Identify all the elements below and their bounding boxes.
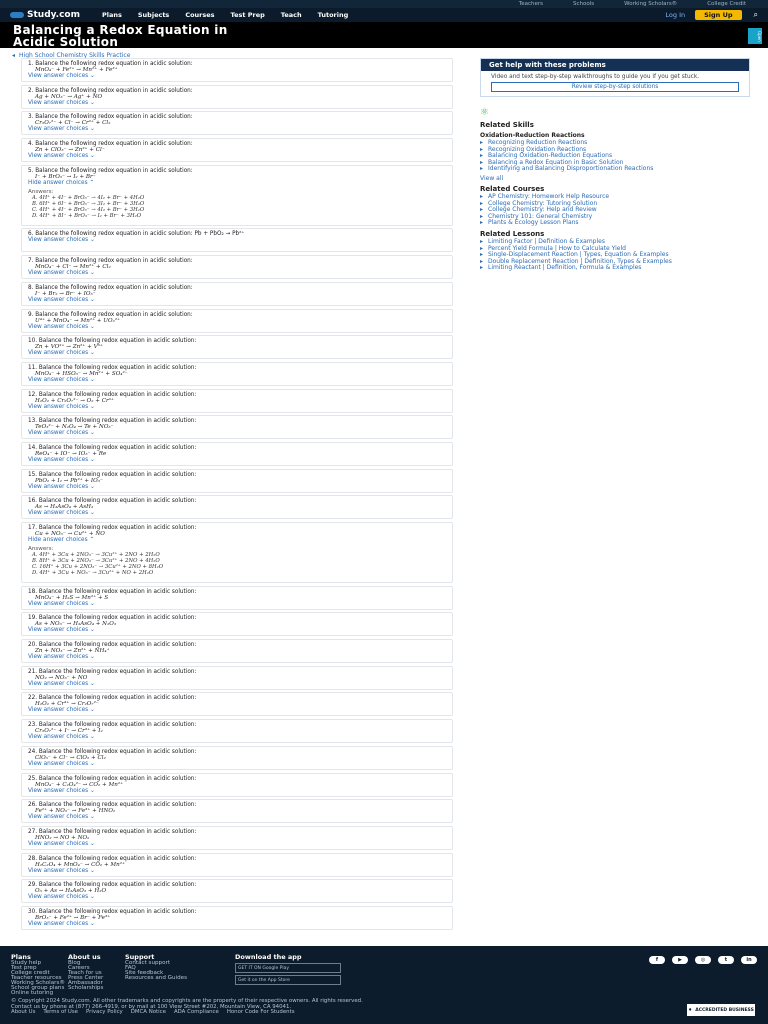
question-text: 4. Balance the following redox equation in acidic solution: <box>28 141 193 148</box>
question-text: 28. Balance the following redox equation in acidic solution: <box>28 855 197 862</box>
topbar-link-teachers[interactable]: Teachers <box>518 1 543 7</box>
question-text: 29. Balance the following redox equation in acidic solution: <box>28 882 197 889</box>
view-answers-link[interactable]: View answer choices ⌄ <box>28 153 95 160</box>
footer-col-title: Plans <box>11 953 31 961</box>
related-course-link[interactable]: ▸ College Chemistry: Help and Review <box>480 207 750 214</box>
question-text: 5. Balance the following redox equation in acidic solution: <box>28 167 193 174</box>
question-equation: PbO₂ + I₂ → Pb²⁺ + IO₃⁻ <box>35 477 103 484</box>
view-answers-link[interactable]: View answer choices ⌄ <box>28 510 95 517</box>
top-utility-bar <box>0 0 768 8</box>
question-equation: Zn + NO₃⁻ → Zn²⁺ + NH₄⁺ <box>35 648 110 655</box>
question-text: 15. Balance the following redox equation in acidic solution: <box>28 471 197 478</box>
question-text: 9. Balance the following redox equation in acidic solution: <box>28 311 193 318</box>
question-item <box>21 746 453 770</box>
question-equation: I⁻ + BrO₃⁻ → I₂ + Br⁻ <box>35 173 96 180</box>
question-item <box>21 415 453 439</box>
footer-col-app <box>235 954 355 996</box>
back-arrow-icon: ◂ <box>12 51 16 59</box>
question-equation: Cr₂O₇²⁻ + I⁻ → Cr³⁺ + I₂ <box>35 728 103 735</box>
bbb-icon: ♦ <box>688 1007 693 1013</box>
answer-choice[interactable]: B. 8H⁺ + 3Cu + 2NO₃⁻ → 3Cu²⁺ + 2NO + 4H₂O <box>32 558 160 564</box>
question-item <box>21 719 453 743</box>
footer-link[interactable]: Ambassador <box>68 980 103 986</box>
question-text: 8. Balance the following redox equation in acidic solution: <box>28 284 193 291</box>
footer-link[interactable]: Contact support <box>125 960 171 966</box>
question-item <box>21 165 453 226</box>
question-item <box>21 773 453 797</box>
footer-link[interactable]: Study help <box>11 960 42 966</box>
question-text: 19. Balance the following redox equation in acidic solution: <box>28 615 197 622</box>
related-lessons-title: Related Lessons <box>480 229 545 238</box>
related-skills-list <box>480 140 750 173</box>
question-equation: H₂O₂ + Cr³⁺ → Cr₂O₇²⁻ <box>35 701 99 708</box>
footer-col-plans <box>11 954 68 996</box>
page-hero <box>0 22 768 48</box>
question-text: 12. Balance the following redox equation in acidic solution: <box>28 391 197 398</box>
footer-bottom-link[interactable]: About Us <box>11 1009 36 1015</box>
question-equation: HNO₂ → NO + NO₂ <box>35 834 90 841</box>
question-equation: ReO₄⁻ + IO⁻ → IO₃⁻ + Re <box>35 450 107 457</box>
related-lesson-link[interactable]: ▸ Limiting Factor | Definition & Examples <box>480 239 750 246</box>
view-answers-link[interactable]: View answer choices ⌄ <box>28 323 95 330</box>
question-item <box>21 799 453 823</box>
facebook-icon[interactable]: f <box>649 956 665 964</box>
question-text: 18. Balance the following redox equation in acidic solution: <box>28 588 197 595</box>
question-text: 24. Balance the following redox equation in acidic solution: <box>28 748 197 755</box>
app-store-button[interactable]: Get it on the App Store <box>235 975 341 985</box>
sidebar <box>480 58 750 272</box>
help-text: Video and text step-by-step walkthroughs to guide you if you get stuck. <box>491 74 700 80</box>
question-equation: MnO₄⁻ + C₂O₄²⁻ → CO₂ + Mn²⁺ <box>35 781 124 788</box>
view-answers-link[interactable]: View answer choices ⌄ <box>28 840 95 847</box>
question-text: 14. Balance the following redox equation in acidic solution: <box>28 444 197 451</box>
topbar-link-college-credit[interactable]: College Credit <box>707 1 746 7</box>
nav-links <box>102 11 665 19</box>
question-text: 6. Balance the following redox equation in acidic solution: Pb + PbO₂ → Pb²⁺ <box>28 231 245 238</box>
view-answers-link[interactable]: View answer choices ⌄ <box>28 680 95 687</box>
question-item <box>21 522 453 583</box>
footer-link[interactable]: FAQ <box>125 965 136 971</box>
footer-col-support <box>125 954 235 996</box>
breadcrumb-link[interactable]: High School Chemistry Skills Practice <box>19 51 131 59</box>
question-item <box>21 255 453 279</box>
view-answers-link[interactable]: View answer choices ⌄ <box>28 456 95 463</box>
question-equation: H₂C₂O₄ + MnO₄⁻ → CO₂ + Mn²⁺ <box>35 861 125 868</box>
logo-icon <box>10 12 24 18</box>
question-item <box>21 309 453 333</box>
question-text: 27. Balance the following redox equation in acidic solution: <box>28 828 197 835</box>
question-item <box>21 85 453 109</box>
view-answers-link[interactable]: View answer choices ⌄ <box>28 73 95 79</box>
question-text: 2. Balance the following redox equation in acidic solution: <box>28 87 193 94</box>
footer-link[interactable]: Resources and Guides <box>125 975 187 981</box>
question-equation: MnO₄⁻ + Fe²⁺ → Mn²⁺ + Fe³⁺ <box>35 67 118 73</box>
question-text: 1. Balance the following redox equation in acidic solution: <box>28 61 193 67</box>
view-all-link[interactable]: View all <box>480 174 504 182</box>
question-equation: Cu + NO₃⁻ → Cu²⁺ + NO <box>35 531 105 537</box>
footer-link[interactable]: Teacher resources <box>11 975 62 981</box>
main-nav <box>0 8 768 22</box>
related-lesson-link[interactable]: ▸ Single-Displacement Reaction | Types, Equation & Examples <box>480 252 750 259</box>
view-answers-link[interactable]: View answer choices ⌄ <box>28 99 95 106</box>
related-skill-link[interactable]: ▸ Balancing Oxidation-Reduction Equations <box>480 153 750 160</box>
question-text: 3. Balance the following redox equation in acidic solution: <box>28 114 193 121</box>
question-item <box>21 495 453 519</box>
answers-label: Answers: <box>28 546 54 552</box>
question-text: 11. Balance the following redox equation in acidic solution: <box>28 364 197 371</box>
question-text: 30. Balance the following redox equation in acidic solution: <box>28 908 197 915</box>
footer-col-title: Support <box>125 953 155 961</box>
related-skill-link[interactable]: ▸ Balancing a Redox Equation in Basic Solution <box>480 160 750 167</box>
question-item <box>21 138 453 162</box>
question-text: 13. Balance the following redox equation in acidic solution: <box>28 418 197 425</box>
view-answers-link[interactable]: View answer choices ⌄ <box>28 126 95 133</box>
related-skill-link[interactable]: ▸ Identifying and Balancing Disproportionation Reactions <box>480 166 750 173</box>
youtube-icon[interactable]: ▶ <box>672 956 688 964</box>
view-answers-link[interactable]: View answer choices ⌄ <box>28 376 95 383</box>
hide-answers-link[interactable]: Hide answer choices ⌃ <box>28 179 95 186</box>
help-title: Get help with these problems <box>481 59 749 71</box>
question-equation: Cr₂O₇²⁻ + Cl⁻ → Cr³⁺ + Cl₂ <box>35 120 111 127</box>
question-item <box>21 362 453 386</box>
question-item <box>21 612 453 636</box>
footer-link[interactable]: Working Scholars® <box>11 980 65 986</box>
related-skill-link[interactable]: ▸ Recognizing Oxidation Reactions <box>480 147 750 154</box>
question-item <box>21 826 453 850</box>
view-answers-link[interactable]: View answer choices ⌄ <box>28 787 95 794</box>
view-answers-link[interactable]: View answer choices ⌄ <box>28 734 95 741</box>
footer-link[interactable]: Teach for us <box>68 970 102 976</box>
question-text: 10. Balance the following redox equation in acidic solution: <box>28 338 197 345</box>
related-lesson-link[interactable]: ▸ Percent Yield Formula | How to Calculate Yield <box>480 246 750 253</box>
question-item <box>21 389 453 413</box>
question-equation: Zn + VO²⁺ → Zn²⁺ + V³⁺ <box>35 344 103 351</box>
footer-link[interactable]: Test prep <box>11 965 37 971</box>
question-equation: U⁴⁺ + MnO₄⁻ → Mn²⁺ + UO₂²⁺ <box>35 317 121 324</box>
footer-bottom-links <box>11 1009 295 1015</box>
question-text: 21. Balance the following redox equation in acidic solution: <box>28 668 197 675</box>
question-item <box>21 228 453 252</box>
question-text: 17. Balance the following redox equation in acidic solution: <box>28 525 197 531</box>
view-answers-link[interactable]: View answer choices ⌄ <box>28 600 95 607</box>
question-equation: Zn + ClO₃⁻ → Zn²⁺ + Cl⁻ <box>35 147 105 154</box>
google-play-button[interactable]: GET IT ON Google Play <box>235 963 341 973</box>
question-equation: MnO₄⁻ + H₂S → Mn²⁺ + S <box>35 594 109 601</box>
login-link[interactable]: Log In <box>665 11 686 19</box>
nav-subjects[interactable]: Subjects <box>137 11 170 19</box>
view-answers-link[interactable]: View answer choices ⌄ <box>28 654 95 661</box>
footer-link[interactable]: Blog <box>68 960 81 966</box>
related-skills-subtitle: Oxidation-Reduction Reactions <box>480 132 585 139</box>
answer-choice[interactable]: D. 4H⁺ + 3Cu + NO₃⁻ → 3Cu²⁺ + NO + 2H₂O <box>32 570 154 576</box>
question-equation: H₂O₂ + Cr₂O₇²⁻ → O₂ + Cr³⁺ <box>35 397 114 404</box>
question-equation: MnO₄⁻ + HSO₃⁻ → Mn²⁺ + SO₄²⁻ <box>35 370 128 377</box>
topbar-link-working-scholars[interactable]: Working Scholars® <box>624 1 678 7</box>
question-equation: NO₂ → NO₃⁻ + NO <box>35 674 88 681</box>
question-item <box>21 335 453 359</box>
related-skill-link[interactable]: ▸ Recognizing Reduction Reactions <box>480 140 750 147</box>
twitter-icon[interactable]: t <box>718 956 734 964</box>
nav-teach[interactable]: Teach <box>280 11 302 19</box>
study-logo[interactable] <box>10 10 80 20</box>
answer-choice[interactable]: A. 4H⁺ + 3Cu + 2NO₃⁻ → 3Cu²⁺ + 2NO + 2H₂O <box>32 552 160 558</box>
bbb-badge[interactable]: ♦ ACCREDITED BUSINESS <box>687 1004 755 1016</box>
view-answers-link[interactable]: View answer choices ⌄ <box>28 270 95 277</box>
footer <box>0 946 768 1024</box>
question-equation: TeO₃²⁻ + N₂O₄ → Te + NO₃⁻ <box>35 424 114 431</box>
view-answers-link[interactable]: View answer choices ⌄ <box>28 350 95 357</box>
footer-link[interactable]: Scholarships <box>68 985 104 991</box>
answers-label: Answers: <box>28 188 54 195</box>
answer-choice[interactable]: C. 16H⁺ + 3Cu + 2NO₃⁻ → 3Cu²⁺ + 2NO + 8H₂O <box>32 564 164 570</box>
question-equation: ClO₃⁻ + Cl⁻ → ClO₂ + Cl₂ <box>35 754 106 761</box>
question-equation: I⁻ + Br₂ → Br⁻ + IO₃⁻ <box>35 290 96 297</box>
question-equation: As → H₃AsO₄ + AsH₃ <box>35 504 94 511</box>
question-text: 20. Balance the following redox equation in acidic solution: <box>28 642 197 649</box>
question-text: 22. Balance the following redox equation in acidic solution: <box>28 695 197 702</box>
question-text: 16. Balance the following redox equation in acidic solution: <box>28 498 197 505</box>
question-item <box>21 692 453 716</box>
question-item <box>21 586 453 610</box>
answer-choice[interactable]: C. 4H⁺ + 4I⁻ + BrO₃⁻ → 4I₂ + Br⁻ + 3H₂O <box>32 206 145 213</box>
related-course-link[interactable]: ▸ AP Chemistry: Homework Help Resource <box>480 194 750 201</box>
hide-answers-link[interactable]: Hide answer choices ⌃ <box>28 537 95 543</box>
question-text: 26. Balance the following redox equation in acidic solution: <box>28 802 197 809</box>
question-item <box>21 442 453 466</box>
question-equation: MnO₄⁻ + Cl⁻ → Mn²⁺ + Cl₂ <box>35 264 111 271</box>
linkedin-icon[interactable]: in <box>741 956 757 964</box>
signup-button[interactable]: Sign Up <box>695 10 741 20</box>
question-equation: As + NO₃⁻ → H₃AsO₄ + N₂O₃ <box>35 621 117 628</box>
view-answers-link[interactable]: View answer choices ⌄ <box>28 894 95 901</box>
answer-choice[interactable]: B. 6H⁺ + 6I⁻ + BrO₃⁻ → 3I₂ + Br⁻ + 3H₂O <box>32 200 145 207</box>
view-answers-link[interactable]: View answer choices ⌄ <box>28 430 95 437</box>
question-equation: Ag + NO₃⁻ → Ag⁺ + NO <box>35 93 103 100</box>
question-item <box>21 111 453 135</box>
related-courses-list <box>480 194 750 227</box>
related-course-link[interactable]: ▸ Chemistry 101: General Chemistry <box>480 214 750 221</box>
instagram-icon[interactable]: ◎ <box>695 956 711 964</box>
nav-tutoring[interactable]: Tutoring <box>317 11 349 19</box>
question-equation: O₃ + As → H₃AsO₃ + H₂O <box>35 888 107 895</box>
view-answers-link[interactable]: View answer choices ⌄ <box>28 403 95 410</box>
related-lesson-link[interactable]: ▸ Double Replacement Reaction | Definition, Types & Examples <box>480 259 750 266</box>
related-lessons-list <box>480 239 750 272</box>
question-item <box>21 469 453 493</box>
app-title: Download the app <box>235 953 302 961</box>
view-answers-link[interactable]: View answer choices ⌄ <box>28 296 95 303</box>
copyright: © Copyright 2024 Study.com. All other trademarks and copyrights are the property of their respective owners. All rights reserved. Contact us by phone at (877) 266-4919, or by mail at 100 View Street #202, Mountain View, CA 94041. <box>11 998 363 1010</box>
answer-choice[interactable]: A. 4H⁺ + 4I⁻ + BrO₃⁻ → 4I₂ + Br⁻ + 4H₂O <box>32 194 145 201</box>
question-item <box>21 282 453 306</box>
footer-bottom-link[interactable]: ADA Compliance <box>173 1009 219 1015</box>
related-lesson-link[interactable]: ▸ Limiting Reactant | Definition, Formula & Examples <box>480 265 750 272</box>
molecule-icon: ⚛ <box>480 107 489 118</box>
view-answers-link[interactable]: View answer choices ⌄ <box>28 920 95 927</box>
question-text: 25. Balance the following redox equation in acidic solution: <box>28 775 197 782</box>
question-item <box>21 666 453 690</box>
footer-link[interactable]: Online tutoring <box>11 990 54 996</box>
view-answers-link[interactable]: View answer choices ⌄ <box>28 814 95 821</box>
question-equation: Fe²⁺ + NO₃⁻ → Fe³⁺ + HNO₂ <box>35 808 116 815</box>
view-answers-link[interactable]: View answer choices ⌄ <box>28 760 95 767</box>
footer-bottom-link[interactable]: DMCA Notice <box>130 1009 166 1015</box>
view-answers-link[interactable]: View answer choices ⌄ <box>28 707 95 714</box>
search-icon[interactable]: ⌕ <box>753 10 758 19</box>
question-item <box>21 639 453 663</box>
question-item <box>21 853 453 877</box>
page-title: Balancing a Redox Equation in Acidic Solution <box>13 23 228 49</box>
answer-choice[interactable]: D. 4H⁺ + 8I⁻ + BrO₃⁻ → I₂ + Br⁻ + 3H₂O <box>32 212 142 219</box>
footer-bottom-link[interactable]: Privacy Policy <box>85 1009 123 1015</box>
review-solutions-button[interactable]: Review step-by-step solutions <box>491 82 739 92</box>
question-item <box>21 879 453 903</box>
related-skills-title: Related Skills <box>480 121 534 129</box>
footer-bottom-link[interactable]: Honor Code For Students <box>226 1009 295 1015</box>
view-answers-link[interactable]: View answer choices ⌄ <box>28 237 95 244</box>
footer-link[interactable]: Press Center <box>68 975 104 981</box>
question-equation: BrO₃⁻ + Fe²⁺ → Br⁻ + Fe³⁺ <box>35 914 111 921</box>
footer-link[interactable]: College credit <box>11 970 50 976</box>
view-answers-link[interactable]: View answer choices ⌄ <box>28 867 95 874</box>
related-courses-title: Related Courses <box>480 184 545 193</box>
footer-col-title: About us <box>68 953 101 961</box>
nav-plans[interactable]: Plans <box>102 11 122 19</box>
question-item <box>21 58 453 82</box>
related-course-link[interactable]: ▸ College Chemistry: Tutoring Solution <box>480 201 750 208</box>
nav-test-prep[interactable]: Test Prep <box>230 11 265 19</box>
social-links <box>649 956 757 964</box>
related-course-link[interactable]: ▸ Plants & Ecology Lesson Plans <box>480 220 750 227</box>
question-text: 7. Balance the following redox equation in acidic solution: <box>28 258 193 265</box>
question-list <box>21 58 453 933</box>
logo-text: Study.com <box>27 10 80 20</box>
footer-link[interactable]: School group plans <box>11 985 65 991</box>
side-tab[interactable]: Open <box>748 28 762 44</box>
topbar-link-schools[interactable]: Schools <box>572 1 595 7</box>
question-item <box>21 906 453 930</box>
question-text: 23. Balance the following redox equation in acidic solution: <box>28 722 197 729</box>
view-answers-link[interactable]: View answer choices ⌄ <box>28 627 95 634</box>
help-box <box>480 58 750 97</box>
footer-link[interactable]: Site feedback <box>125 970 164 976</box>
footer-link[interactable]: Careers <box>68 965 90 971</box>
nav-courses[interactable]: Courses <box>185 11 215 19</box>
view-answers-link[interactable]: View answer choices ⌄ <box>28 483 95 490</box>
footer-bottom-link[interactable]: Terms of Use <box>43 1009 78 1015</box>
footer-col-about <box>68 954 125 996</box>
